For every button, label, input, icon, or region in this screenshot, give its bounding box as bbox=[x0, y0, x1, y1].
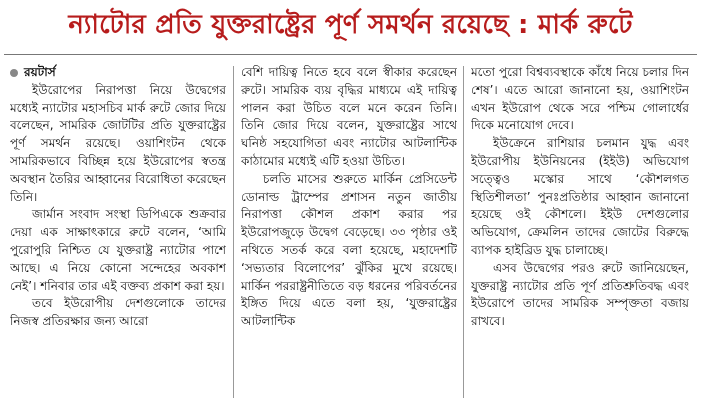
paragraph: এসব উদ্বেগের পরও রুটে জানিয়েছেন, যুক্তরাষ্ট্র ন্যাটোর প্রতি পূর্ণ প্রতিশ্রুতিবদ্ধ এবং ইউরোপে তাদের সামরিক সম্পৃক্ততা বজায় রাখবে। bbox=[471, 260, 689, 329]
paragraph: ইউক্রেনে রাশিয়ার চলমান যুদ্ধ এবং ইউরোপীয় ইউনিয়নের (ইইউ) অভিযোগ সত্ত্বেও মস্কোর সাথে ‘কৌশলগত স্থিতিশীলতা’ পুনঃপ্রতিষ্ঠার আহ্বান জানানো হয়েছে ওই কৌশলে। ইইউ দেশগুলোর অভিযোগ, ক্রেমলিন তাদের জোটের বিরুদ্ধে ব্যাপক হাইব্রিড যুদ্ধ চালাচ্ছে। bbox=[471, 136, 689, 257]
paragraph: ইউরোপের নিরাপত্তা নিয়ে উদ্বেগের মধ্যেই ন্যাটোর মহাসচিব মার্ক রুটে জোর দিয়ে বলেছেন, সামরিক জোটটির প্রতি যুক্তরাষ্ট্রের পূর্ণ সমর্থন রয়েছে। ওয়াশিংটন থেকে সামরিকভাবে বিচ্ছিন্ন হয়ে ইউরোপের স্বতন্ত্র অবস্থান তৈরির আহ্বানের বিরোধিতা করেছেন তিনি। bbox=[10, 82, 226, 204]
bullet-icon bbox=[10, 69, 18, 77]
paragraph: বেশি দায়িত্ব নিতে হবে বলে স্বীকার করেছেন রুটে। সামরিক ব্যয় বৃদ্ধির মাধ্যমে এই দায়িত্ব পালন করা উচিত বলে মনে করেন তিনি। তিনি জোর দিয়ে বলেন, যুক্তরাষ্ট্রের সাথে ঘনিষ্ঠ সহযোগিতা এবং ন্যাটোর আটলান্টিক কাঠামোর মধ্যেই এটি হওয়া উচিত। bbox=[241, 65, 457, 168]
source-label: রয়টার্স bbox=[24, 65, 56, 79]
article-column-2 bbox=[241, 64, 457, 400]
headline-divider bbox=[4, 54, 697, 55]
column-divider bbox=[463, 66, 464, 398]
paragraph: চলতি মাসের শুরুতে মার্কিন প্রেসিডেন্ট ডোনাল্ড ট্রাম্পের প্রশাসন নতুন জাতীয় নিরাপত্তা কৌশল প্রকাশ করার পর ইউরোপজুড়ে উদ্বেগ বেড়েছে। ৩৩ পৃষ্ঠার ওই নথিতে সতর্ক করে বলা হয়েছে, মহাদেশটি ‘সভ্যতার বিলোপের’ ঝুঁকির মুখে রয়েছে। মার্কিন পররাষ্ট্রনীতিতে বড় ধরনের পরিবর্তনের ইঙ্গিত দিয়ে এতে বলা হয়, ‘যুক্তরাষ্ট্রের আটলান্টিক bbox=[241, 171, 457, 329]
source-line bbox=[10, 64, 226, 82]
paragraph: জার্মান সংবাদ সংস্থা ডিপিএকে শুক্রবার দেয়া এক সাক্ষাৎকারে রুটে বলেন, ‘আমি পুরোপুরি নিশ্চিত যে যুক্তরাষ্ট্র ন্যাটোর পাশে আছে। এ নিয়ে কোনো সন্দেহের অবকাশ নেই’। শনিবার তার এই বক্তব্য প্রকাশ করা হয়। bbox=[10, 207, 226, 293]
paragraph: মতো পুরো বিশ্বব্যবস্থাকে কাঁধে নিয়ে চলার দিন শেষ’। এতে আরো জানানো হয়, ওয়াশিংটন এখন ইউরোপ থেকে সরে পশ্চিম গোলার্ধের দিকে মনোযোগ দেবে। bbox=[471, 65, 689, 133]
article-column-3 bbox=[471, 64, 689, 400]
column-divider bbox=[233, 66, 234, 398]
article-headline: ন্যাটোর প্রতি যুক্তরাষ্ট্রের পূর্ণ সমর্থন রয়েছে : মার্ক রুটে bbox=[68, 10, 633, 40]
article-column-1 bbox=[10, 64, 226, 400]
paragraph: তবে ইউরোপীয় দেশগুলোকে তাদের নিজস্ব প্রতিরক্ষার জন্য আরো bbox=[10, 296, 226, 329]
